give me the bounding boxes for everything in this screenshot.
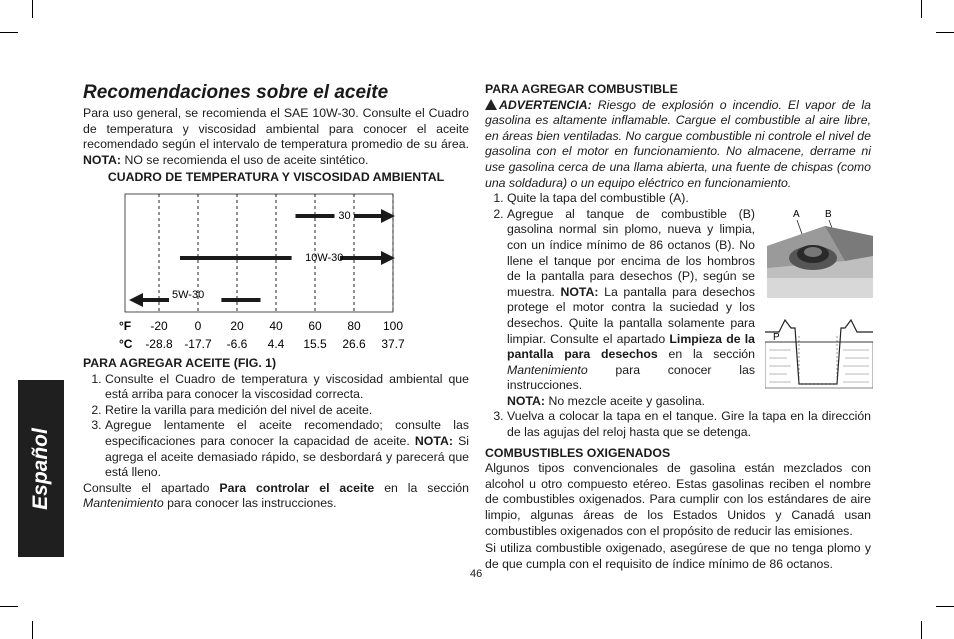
c-tick-label: 15.5 bbox=[303, 336, 327, 350]
unit-c-label: °C bbox=[119, 336, 133, 350]
list-item: 1. Quite la tapa del combustible (A). bbox=[507, 191, 871, 207]
list-item: 3. Agregue lentamente el aceite recomendado; consulte las especificaciones para conocer la capacidad de aceite. NOTA: Si agrega el aceite demasiado rápido, se desbordará y parecerá que está lleno. bbox=[105, 418, 469, 480]
debris-screen-illustration bbox=[765, 314, 873, 390]
crop-mark bbox=[936, 32, 954, 33]
oil-outro: Consulte el apartado Para controlar el aceite en la sección Mantenimiento para conocer las instrucciones. bbox=[83, 480, 469, 511]
f-tick-label: 0 bbox=[194, 318, 202, 333]
language-side-tab bbox=[18, 380, 64, 557]
warning-icon bbox=[485, 99, 497, 110]
label-p: P bbox=[773, 332, 780, 343]
oxy-paragraph-2: Si utiliza combustible oxigenado, asegúrese de que no tenga plomo y de que cumpla con el requisito de índice mínimo de 86 octanos. bbox=[485, 541, 871, 571]
label-b: B bbox=[825, 209, 832, 220]
left-column bbox=[83, 82, 469, 512]
warning-paragraph: ADVERTENCIA: Riesgo de explosión o incendio. El vapor de la gasolina es altamente inflamable. Cargue el combustible al aire libre, en áreas bien ventiladas. No cargue combustible ni controle el nivel de gasolina con el motor en funcionamiento. No almacene, derrame ni use gasolina cerca de una llama abierta, una fuente de chispas (como una soldadura) o un equipo eléctrico en funcionamiento. bbox=[485, 97, 871, 190]
f-tick-label: 60 bbox=[308, 318, 322, 333]
unit-f-label: °F bbox=[119, 318, 132, 333]
crop-mark bbox=[0, 606, 18, 607]
page-number: 46 bbox=[470, 568, 483, 580]
c-tick-label: 37.7 bbox=[381, 336, 405, 350]
section-title: Recomendaciones sobre el aceite bbox=[83, 82, 389, 103]
fuel-cap-illustration bbox=[765, 206, 873, 302]
viscosity-chart bbox=[83, 190, 469, 350]
c-tick-label: -6.6 bbox=[226, 336, 248, 350]
crop-mark bbox=[936, 606, 954, 607]
f-tick-label: 40 bbox=[269, 318, 283, 333]
viscosity-chart-svg bbox=[83, 190, 469, 350]
f-tick-label: 20 bbox=[230, 318, 244, 333]
f-tick-label: 100 bbox=[382, 318, 404, 333]
c-tick-label: 4.4 bbox=[267, 336, 285, 350]
series-label: 5W-30 bbox=[172, 288, 205, 301]
list-item: 3. Vuelva a colocar la tapa en el tanque. Gire la tapa en la dirección de las agujas del reloj hasta que se detenga. bbox=[507, 409, 871, 440]
c-tick-label: 26.6 bbox=[342, 336, 366, 350]
language-label: Español bbox=[29, 427, 52, 510]
c-tick-label: -28.8 bbox=[145, 336, 173, 350]
list-item: 2. Retire la varilla para medición del nivel de aceite. bbox=[105, 403, 469, 419]
oxy-heading: COMBUSTIBLES OXIGENADOS bbox=[485, 445, 671, 460]
f-tick-label: -20 bbox=[150, 318, 168, 333]
add-oil-heading: PARA AGREGAR ACEITE (FIG. 1) bbox=[83, 355, 277, 370]
series-label: 30 bbox=[338, 209, 351, 222]
crop-mark bbox=[0, 32, 18, 33]
intro-paragraph: Para uso general, se recomienda el SAE 10W-30. Consulte el Cuadro de temperatura y viscosidad ambiental para conocer el aceite recomendado según el intervalo de temperatura promedio de su área. NOTA: NO se recomienda el uso de aceite sintético. bbox=[83, 106, 469, 167]
crop-mark bbox=[921, 0, 922, 18]
crop-mark bbox=[32, 0, 33, 18]
series-arrow bbox=[129, 293, 143, 307]
series-label: 10W-30 bbox=[305, 251, 344, 264]
f-tick-label: 80 bbox=[347, 318, 361, 333]
chart-title: CUADRO DE TEMPERATURA Y VISCOSIDAD AMBIENTAL bbox=[107, 170, 445, 185]
oxy-paragraph-1: Algunos tipos convencionales de gasolina están mezclados con alcohol u otro compuesto etéreo. Estas gasolinas reciben el nombre de combustibles oxigenados. Para cumplir con los estándares de aire limpio, algunas áreas de los Estados Unidos y Canadá usan combustibles oxigenados con el propósito de reducir las emisiones. bbox=[485, 461, 871, 538]
add-oil-steps bbox=[83, 372, 469, 481]
list-item: 2. Agregue al tanque de combustible (B) gasolina normal sin plomo, nueva y limpia, con un índice mínimo de 86 octanos (B). No llene el tanque por encima de los hombros de la pantalla para desechos (P), según se muestra. NOTA: La pantalla para desechos protege el motor contra la suciedad y los desechos. Quite la pantalla solamente para limpiar. Consulte el apartado Limpieza de la pantalla para desechos en la sección Mantenimiento para conocer las instrucciones. NOTA: No mezcle aceite y gasolina. bbox=[507, 207, 755, 410]
list-item: 1. Consulte el Cuadro de temperatura y viscosidad ambiental que está arriba para conocer la viscosidad correcta. bbox=[105, 372, 469, 403]
crop-mark bbox=[32, 621, 33, 639]
chart-frame bbox=[125, 194, 393, 312]
crop-mark bbox=[921, 621, 922, 639]
fuel-heading: PARA AGREGAR COMBUSTIBLE bbox=[485, 82, 678, 96]
label-a: A bbox=[793, 209, 800, 220]
c-tick-label: -17.7 bbox=[184, 336, 212, 350]
